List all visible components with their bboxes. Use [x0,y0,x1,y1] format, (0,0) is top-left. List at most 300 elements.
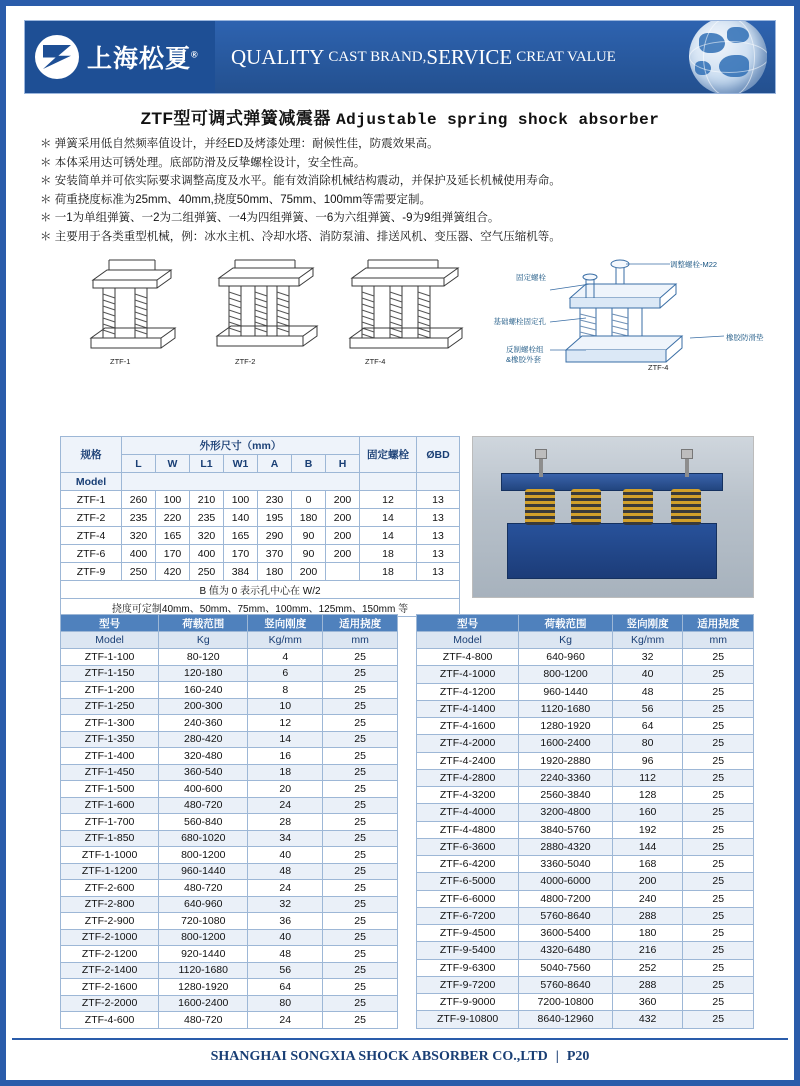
table-cell: ZTF-9 [61,563,122,581]
table-cell: 13 [417,527,460,545]
table-row [61,929,398,946]
table-cell: ZTF-9-10800 [417,1011,519,1028]
table-cell: 80-120 [159,649,248,666]
table-row [417,925,754,942]
table-cell: 80 [612,735,683,752]
table-cell: 170 [156,545,190,563]
table-cell: 14 [248,731,323,748]
load-head-stiff-cn: 竖向刚度 [612,615,683,632]
table-cell: ZTF-9-9000 [417,994,519,1011]
table-cell: 1280-1920 [159,979,248,996]
table-cell: 25 [323,814,398,831]
table-cell: 25 [323,1012,398,1029]
table-cell: 252 [612,959,683,976]
table-cell: 48 [248,863,323,880]
table-cell: 25 [323,797,398,814]
table-cell: 18 [360,545,417,563]
table-cell: 5760-8640 [519,976,613,993]
table-cell: 800-1200 [159,929,248,946]
table-cell: 250 [190,563,224,581]
load-tables [60,614,754,1029]
table-cell: 220 [156,509,190,527]
table-cell: 80 [248,995,323,1012]
dimension-table [60,436,460,617]
table-cell: 192 [612,821,683,838]
table-row [61,896,398,913]
table-cell: 200 [326,527,360,545]
brand-logo [25,21,215,93]
table-cell: 3840-5760 [519,821,613,838]
table-cell: 25 [683,821,754,838]
table-cell: 216 [612,942,683,959]
table-cell: ZTF-6-6000 [417,890,519,907]
table-cell: 3360-5040 [519,856,613,873]
table-cell: ZTF-9-4500 [417,925,519,942]
spec-head-obd: ØBD [417,437,460,473]
table-cell: 720-1080 [159,913,248,930]
table-row [61,781,398,798]
table-row [61,698,398,715]
dimension-table-wrap [60,436,460,617]
table-row [417,683,754,700]
table-cell: 680-1020 [159,830,248,847]
slogan-part2: CAST BRAND, [328,48,427,65]
table-cell: ZTF-4-1000 [417,666,519,683]
table-row [61,830,398,847]
load-table-right [416,614,754,1029]
table-cell: 800-1200 [159,847,248,864]
table-cell: 2880-4320 [519,838,613,855]
table-cell: 40 [248,929,323,946]
table-cell: ZTF-1-400 [61,748,159,765]
table-cell: 240-360 [159,715,248,732]
table-cell: ZTF-6-4200 [417,856,519,873]
table-cell: 128 [612,787,683,804]
table-row [61,946,398,963]
svg-text:基础螺栓固定孔: 基础螺栓固定孔 [493,317,546,326]
load-subhead-mm: mm [323,632,398,649]
table-row [61,797,398,814]
feature-item: ＊ 本体采用达可锈处理。底部防滑及反挚螺栓设计，安全性高。 [40,156,366,169]
load-subhead-kgmm: Kg/mm [248,632,323,649]
drawing-svg [30,254,782,399]
table-cell: 1120-1680 [519,700,613,717]
table-row [417,804,754,821]
table-cell: 960-1440 [159,863,248,880]
load-subhead-mm: mm [683,632,754,649]
table-cell: 25 [323,946,398,963]
table-cell: 480-720 [159,880,248,897]
table-cell: 20 [248,781,323,798]
table-row [417,1011,754,1028]
table-cell: 25 [683,666,754,683]
table-cell: 210 [190,491,224,509]
feature-item: ＊ 一1为单组弹簧、一2为二组弹簧、一4为四组弹簧、一6为六组弹簧、-9为9组弹簧组合。 [40,212,500,224]
table-row [61,731,398,748]
table-cell: 25 [323,929,398,946]
table-cell: 280-420 [159,731,248,748]
table-cell: 100 [224,491,258,509]
footer-page-number: P20 [566,1049,590,1064]
brand-name-text: 上海松夏 [87,45,192,73]
table-cell: ZTF-1-700 [61,814,159,831]
table-cell: 4 [248,649,323,666]
table-cell: 2560-3840 [519,787,613,804]
table-cell: 480-720 [159,797,248,814]
table-note-row [61,581,460,599]
table-row [61,1012,398,1029]
spec-subhead-l1: L1 [190,455,224,473]
table-cell: 25 [683,856,754,873]
table-cell: 144 [612,838,683,855]
table-cell: 180 [292,509,326,527]
dimension-table-body [61,491,460,617]
table-cell: 165 [224,527,258,545]
table-cell: 25 [323,764,398,781]
table-cell: 200 [326,491,360,509]
table-cell: 960-1440 [519,683,613,700]
table-cell: ZTF-4-4800 [417,821,519,838]
table-cell: ZTF-2-1600 [61,979,159,996]
drawing-caption: ZTF-2 [235,357,256,366]
feature-list [40,135,764,246]
table-row [61,509,460,527]
load-head-range-cn: 荷载范围 [159,615,248,632]
table-cell: ZTF-4-1400 [417,700,519,717]
table-cell: ZTF-1-500 [61,781,159,798]
table-cell: ZTF-4-1200 [417,683,519,700]
table-row [61,863,398,880]
table-cell: 195 [258,509,292,527]
table-cell: 48 [612,683,683,700]
table-cell: ZTF-6-7200 [417,907,519,924]
table-cell: 18 [360,563,417,581]
table-cell: 16 [248,748,323,765]
table-cell: 200-300 [159,698,248,715]
table-cell [326,563,360,581]
table-cell: ZTF-2-1400 [61,962,159,979]
table-cell: ZTF-9-7200 [417,976,519,993]
load-table-right-body [417,649,754,1029]
table-cell: 96 [612,752,683,769]
table-row [61,527,460,545]
technical-drawings [30,254,770,394]
table-cell: 32 [248,896,323,913]
table-cell: 18 [248,764,323,781]
table-cell: 400-600 [159,781,248,798]
table-cell: 25 [323,731,398,748]
table-cell: 920-1440 [159,946,248,963]
table-cell: ZTF-2-800 [61,896,159,913]
table-row [61,847,398,864]
table-cell: 140 [224,509,258,527]
drawing-caption: ZTF-1 [110,357,131,366]
table-cell: 3600-5400 [519,925,613,942]
table-cell: 0 [292,491,326,509]
table-cell: 25 [683,942,754,959]
svg-text:&橡胶外套: &橡胶外套 [506,355,542,364]
table-cell: 25 [683,959,754,976]
table-cell: 25 [323,913,398,930]
table-row [417,942,754,959]
table-cell: 168 [612,856,683,873]
drawing-caption: ZTF-4 [648,363,669,372]
table-cell: 288 [612,976,683,993]
table-cell: 64 [612,718,683,735]
table-cell: 160 [612,804,683,821]
table-row [61,649,398,666]
page-header [24,20,776,94]
table-cell: 100 [156,491,190,509]
table-row [417,666,754,683]
table-row [417,838,754,855]
table-cell: 25 [683,735,754,752]
table-cell: 25 [323,880,398,897]
table-cell: 25 [323,665,398,682]
table-cell: 8640-12960 [519,1011,613,1028]
table-cell: 640-960 [519,649,613,666]
table-cell: 180 [258,563,292,581]
table-cell: ZTF-9-5400 [417,942,519,959]
table-cell: ZTF-1-100 [61,649,159,666]
table-cell: 235 [122,509,156,527]
table-cell: 170 [224,545,258,563]
load-head-model-cn: 型号 [417,615,519,632]
table-cell: 7200-10800 [519,994,613,1011]
table-row [417,994,754,1011]
table-row [61,814,398,831]
table-cell: 90 [292,545,326,563]
table-cell: ZTF-1 [61,491,122,509]
table-cell: ZTF-1-150 [61,665,159,682]
table-cell: 25 [323,979,398,996]
table-row [417,821,754,838]
load-subhead-model: Model [417,632,519,649]
table-cell: ZTF-2-1200 [61,946,159,963]
table-cell: 200 [326,509,360,527]
table-cell: 14 [360,509,417,527]
table-cell: 25 [683,804,754,821]
table-cell: 25 [683,873,754,890]
table-cell: 28 [248,814,323,831]
table-cell: 120-180 [159,665,248,682]
table-cell: 240 [612,890,683,907]
table-cell: 360-540 [159,764,248,781]
table-cell: 25 [323,847,398,864]
table-row [61,995,398,1012]
page-title [6,104,794,129]
table-cell: 90 [292,527,326,545]
songxia-logo-icon [35,35,79,79]
table-cell: 25 [323,649,398,666]
table-cell: 400 [122,545,156,563]
table-cell: 25 [683,925,754,942]
table-cell: 400 [190,545,224,563]
table-cell: 24 [248,797,323,814]
table-cell: 25 [683,718,754,735]
table-cell: 32 [612,649,683,666]
spec-head-model-cn: 规格 [61,437,122,473]
table-cell: 5040-7560 [519,959,613,976]
table-cell: ZTF-2 [61,509,122,527]
spec-subhead-b: B [292,455,326,473]
table-row [417,769,754,786]
table-cell: 64 [248,979,323,996]
table-row [61,563,460,581]
table-cell: 360 [612,994,683,1011]
page-title-en: Adjustable spring shock absorber [336,111,660,129]
load-table-left-body [61,649,398,1029]
spec-subhead-l: L [122,455,156,473]
table-row [417,787,754,804]
table-cell: 640-960 [159,896,248,913]
table-cell: 56 [248,962,323,979]
table-cell: 200 [292,563,326,581]
table-cell: 36 [248,913,323,930]
table-cell: 25 [323,962,398,979]
table-cell: 235 [190,509,224,527]
table-cell: 25 [683,1011,754,1028]
table-cell: 40 [248,847,323,864]
table-row [61,913,398,930]
table-cell: ZTF-1-1200 [61,863,159,880]
table-cell: 24 [248,880,323,897]
feature-item: ＊ 荷重挠度标准为25mm、40mm,挠度50mm、75mm、100mm等需要定制。 [40,193,432,206]
table-cell: 1920-2880 [519,752,613,769]
svg-text:橡胶防滑垫: 橡胶防滑垫 [726,333,764,342]
table-cell: ZTF-1-350 [61,731,159,748]
table-row [61,962,398,979]
table-cell: 320-480 [159,748,248,765]
table-cell: 290 [258,527,292,545]
table-cell: 14 [360,527,417,545]
table-cell: ZTF-4-2400 [417,752,519,769]
table-row [61,979,398,996]
table-cell: 12 [360,491,417,509]
table-cell: 25 [683,890,754,907]
table-row [417,718,754,735]
page-title-cn: ZTF型可调式弹簧减震器 [140,109,331,128]
table-cell: 4000-6000 [519,873,613,890]
registered-mark: ® [191,49,199,60]
feature-item: ＊ 主要用于各类重型机械，例：冰水主机、冷却水塔、消防泵浦、排送风机、变压器、空气压缩机等。 [40,230,561,243]
table-cell: ZTF-2-2000 [61,995,159,1012]
spec-subhead-h: H [326,455,360,473]
table-cell: ZTF-4-4000 [417,804,519,821]
table-cell: 112 [612,769,683,786]
table-cell: 25 [323,715,398,732]
table-row [417,873,754,890]
table-cell: 48 [248,946,323,963]
table-cell: 165 [156,527,190,545]
table-row [61,665,398,682]
table-cell: ZTF-4-3200 [417,787,519,804]
table-cell: 25 [323,748,398,765]
table-cell: ZTF-1-300 [61,715,159,732]
table-cell: 25 [323,830,398,847]
table-cell: ZTF-1-450 [61,764,159,781]
table-cell: 8 [248,682,323,699]
table-cell: 34 [248,830,323,847]
table-note: B 值为 0 表示孔中心在 W/2 [61,581,460,599]
table-cell: 230 [258,491,292,509]
table-row [61,715,398,732]
table-cell: 25 [323,698,398,715]
table-cell: ZTF-2-900 [61,913,159,930]
table-cell: ZTF-1-200 [61,682,159,699]
table-cell: ZTF-4-2800 [417,769,519,786]
table-cell: ZTF-6 [61,545,122,563]
table-cell: 25 [683,838,754,855]
table-cell: 40 [612,666,683,683]
table-row [417,890,754,907]
table-cell: 5760-8640 [519,907,613,924]
load-head-defl-cn: 适用挠度 [323,615,398,632]
table-cell: 4320-6480 [519,942,613,959]
load-subhead-model: Model [61,632,159,649]
table-cell: ZTF-2-1000 [61,929,159,946]
table-cell: 25 [683,787,754,804]
spec-head-group: 外形尺寸（mm） [122,437,360,455]
table-cell: 25 [683,976,754,993]
table-cell: 432 [612,1011,683,1028]
load-head-range-cn: 荷载范围 [519,615,613,632]
load-head-stiff-cn: 竖向刚度 [248,615,323,632]
table-row [417,959,754,976]
drawing-caption: ZTF-4 [365,357,386,366]
load-head-defl-cn: 适用挠度 [683,615,754,632]
table-cell: 13 [417,491,460,509]
table-row [61,682,398,699]
page-footer: SHANGHAI SONGXIA SHOCK ABSORBER CO.,LTD | P20 [12,1038,788,1074]
table-cell: 25 [323,995,398,1012]
table-cell: 6 [248,665,323,682]
table-cell: ZTF-1-850 [61,830,159,847]
load-head-model-cn: 型号 [61,615,159,632]
table-cell: 1120-1680 [159,962,248,979]
spec-subhead-a: A [258,455,292,473]
table-cell: 384 [224,563,258,581]
table-cell: ZTF-4-2000 [417,735,519,752]
table-cell: ZTF-6-5000 [417,873,519,890]
table-cell: 25 [683,769,754,786]
table-cell: ZTF-6-3600 [417,838,519,855]
table-cell: ZTF-4-1600 [417,718,519,735]
table-cell: 2240-3360 [519,769,613,786]
table-cell: ZTF-1-1000 [61,847,159,864]
table-cell: 1280-1920 [519,718,613,735]
table-cell: 1600-2400 [159,995,248,1012]
table-cell: 25 [323,682,398,699]
table-cell: 13 [417,563,460,581]
brand-name [87,39,199,75]
table-cell: 25 [323,896,398,913]
svg-text:固定螺栓: 固定螺栓 [516,273,546,282]
table-cell: 3200-4800 [519,804,613,821]
slogan-part3: SERVICE [426,44,513,69]
table-cell: 24 [248,1012,323,1029]
table-row [417,700,754,717]
table-cell: 800-1200 [519,666,613,683]
table-cell: ZTF-1-250 [61,698,159,715]
table-row [417,735,754,752]
spec-head-bolt-cn: 固定螺栓 [360,437,417,473]
table-cell: 56 [612,700,683,717]
table-cell: 480-720 [159,1012,248,1029]
table-cell: 13 [417,509,460,527]
table-row [61,880,398,897]
svg-text:反制螺栓组: 反制螺栓组 [506,345,544,354]
